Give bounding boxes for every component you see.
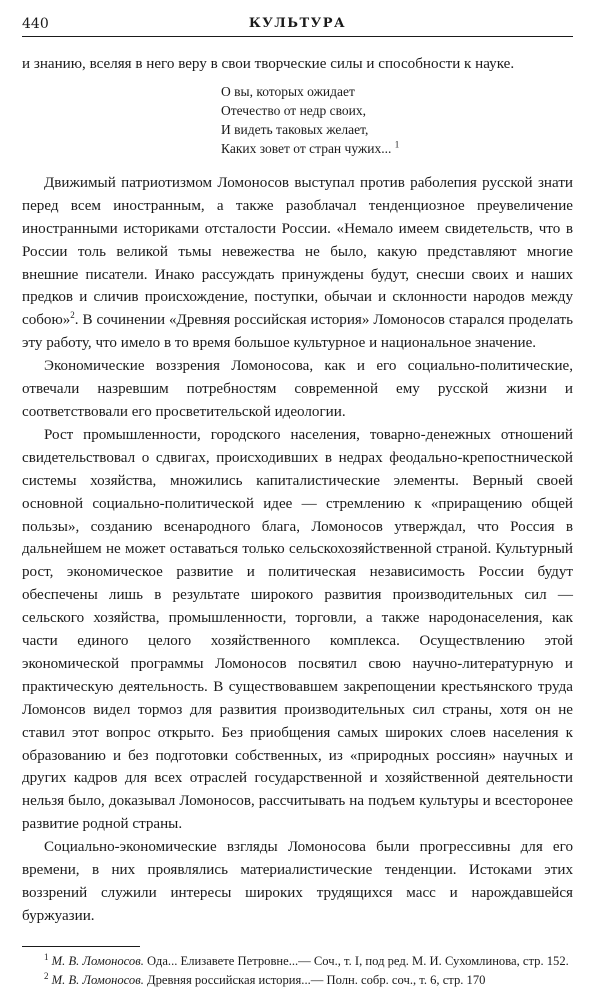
poem-line: Отечество от недр своих, (221, 102, 366, 118)
footnote-divider (22, 946, 140, 947)
paragraph-patriotism: Движимый патриотизмом Ломоносов выступал против раболепия русской знати перед всем иностранным, а также разоблачал тенденциозное преувеличение иностранными историками отсталости России. «Немало имеем свидетельств, что в России толь великой тьмы невежества не было, какую представляют многие внешние писатели. Инако рассуждать принуждены будут, снесши своих и наших предков и сличив происхождение, поступки, обычаи и склонности народов между собою»$^2$. В сочинении «Древняя российская история» Ломоносов старался проделать эту работу, что имело в то время большое культурное и национальное значение. (22, 174, 573, 352)
body-text (22, 53, 573, 928)
poem-quote (221, 82, 573, 158)
page-header (22, 14, 573, 37)
footnote: $^2$ М. В. Ломоносов. Древняя российская история...— Полн. собр. соч., т. 6, стр. 170 (44, 970, 486, 987)
footnote-ref: 1 (394, 139, 400, 150)
paragraph-progressive-views: Социально-экономические взгляды Ломоносова были прогрессивны для его времени, в них проявлялись материалистические тенденции. Истоками этих воззрений служили интересы широких трудящихся масс и нарождавшейся буржуазии. (22, 839, 573, 924)
intro-paragraph: и знанию, вселяя в него веру в свои творческие силы и способности к науке. (22, 56, 515, 72)
page-number: 440 (22, 16, 49, 32)
footnote-ref: 2 (70, 310, 75, 321)
poem-line: О вы, которых ожидает (221, 83, 355, 99)
poem-line: И видеть таковых желает, (221, 121, 369, 137)
paragraph-industry-growth: Рост промышленности, городского населения, товарно-денежных отношений свидетельствовал о сдвигах, происходивших в недрах феодально-крепостнической системы хозяйства, множились капиталистические элементы. Верный своей основной социально-политической идее — стремлению к «приращению общей пользы», созданию всенародного блага, Ломоносов утверждал, что Россия в дальнейшем не может оставаться только сельскохозяйственной страной. Культурный рост, экономическое развитие и политическая независимость России будут обеспечены лишь в результате широкого развития производительных сил — сельского хозяйства, промышленности, торговли, а также народонаселения, как части единого целого хозяйственного комплекса. Осуществлению этой экономической программы Ломоносов посвятил свою научно-литературную и практическую деятельность. В существовавшем закрепощении крестьянского труда Ломонсов видел тормоз для развития производительных сил страны, хотя он не ставил этот вопрос открыто. Без приобщения самых широких слоев населения к образованию и без подготовки собственных, из «природных россиян» научных и других кадров для всех отраслей государственной и хозяйственной деятельности нельзя было, доказывал Ломоносов, рассчитывать на подъем культуры и всесторонее развитие родной страны. (22, 426, 573, 833)
footnote: $^1$ М. В. Ломоносов. Ода... Елизавете Петровне...— Соч., т. I, под ред. М. И. Сухомлинова, стр. 152. (44, 951, 569, 968)
page (22, 14, 573, 990)
paragraph-economic-views: Экономические воззрения Ломоносова, как и его социально-политические, отвечали назревшим потребностям современной ему русской жизни и соответствовали его просветительской идеологии. (22, 358, 573, 420)
footnotes (22, 946, 573, 990)
poem-line: Каких зовет от стран чужих... $^1$ (221, 139, 400, 156)
running-title: КУЛЬТУРА (248, 16, 347, 31)
